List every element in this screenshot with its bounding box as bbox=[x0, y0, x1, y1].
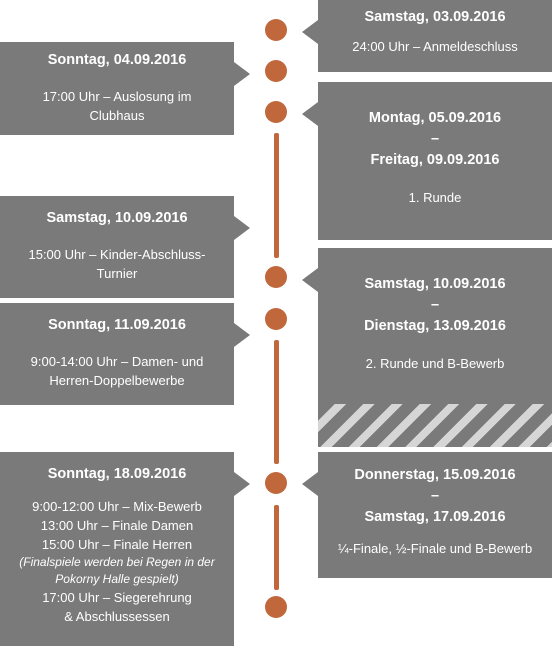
timeline-dot bbox=[265, 266, 287, 288]
event-line: 1. Runde bbox=[408, 190, 462, 205]
timeline-segment bbox=[274, 133, 279, 258]
event-date-dash: – bbox=[430, 297, 440, 313]
event-date: Sonntag, 11.09.2016 bbox=[48, 317, 186, 333]
event-line: 15:00 Uhr – Kinder-Abschluss- bbox=[28, 247, 206, 262]
event-date: Sonntag, 04.09.2016 bbox=[47, 52, 187, 68]
event-date: Samstag, 03.09.2016 bbox=[364, 9, 506, 25]
event-line: & Abschlussessen bbox=[64, 609, 170, 624]
event-date-dash: – bbox=[430, 488, 440, 504]
timeline-dot bbox=[265, 19, 287, 41]
timeline-dot bbox=[265, 308, 287, 330]
event-note: (Finalspiele werden bei Regen in der bbox=[19, 555, 215, 569]
event-line: Herren-Doppelbewerbe bbox=[49, 373, 185, 388]
event-box-runde-2 bbox=[318, 248, 552, 404]
event-box-auslosung bbox=[0, 42, 234, 135]
event-line: 13:00 Uhr – Finale Damen bbox=[40, 518, 194, 533]
event-line: 17:00 Uhr – Auslosung im bbox=[42, 89, 192, 104]
event-line: 17:00 Uhr – Siegerehrung bbox=[42, 590, 192, 605]
event-line: 24:00 Uhr – Anmeldeschluss bbox=[352, 39, 518, 54]
timeline-segment bbox=[274, 340, 279, 464]
event-line: Clubhaus bbox=[89, 108, 145, 123]
event-date-end: Dienstag, 13.09.2016 bbox=[364, 318, 506, 334]
event-box-kinder-turnier bbox=[0, 196, 234, 298]
timeline-dot bbox=[265, 596, 287, 618]
timeline-segment bbox=[274, 505, 279, 590]
event-note: Pokorny Halle gespielt) bbox=[55, 572, 179, 586]
event-box-runde-1 bbox=[318, 82, 552, 240]
event-line: Turnier bbox=[96, 266, 138, 281]
timeline-dot bbox=[265, 101, 287, 123]
event-box-finale bbox=[318, 452, 552, 578]
event-box-anmeldeschluss bbox=[318, 0, 552, 72]
event-date: Samstag, 10.09.2016 bbox=[364, 276, 506, 292]
event-date: Montag, 05.09.2016 bbox=[368, 110, 502, 126]
event-date-dash: – bbox=[430, 131, 440, 147]
event-box-finaltag bbox=[0, 452, 234, 646]
event-line: ¼-Finale, ½-Finale und B-Bewerb bbox=[337, 541, 533, 556]
hatched-bar bbox=[318, 404, 552, 447]
event-line: 9:00-12:00 Uhr – Mix-Bewerb bbox=[32, 499, 202, 514]
event-date-end: Samstag, 17.09.2016 bbox=[364, 509, 506, 525]
event-line: 9:00-14:00 Uhr – Damen- und bbox=[30, 354, 204, 369]
event-line: 2. Runde und B-Bewerb bbox=[365, 356, 505, 371]
timeline-dot bbox=[265, 60, 287, 82]
event-line: 15:00 Uhr – Finale Herren bbox=[41, 537, 193, 552]
timeline-dot bbox=[265, 472, 287, 494]
event-date: Donnerstag, 15.09.2016 bbox=[354, 467, 516, 483]
event-date: Samstag, 10.09.2016 bbox=[46, 210, 188, 226]
event-date: Sonntag, 18.09.2016 bbox=[47, 466, 187, 482]
event-date-end: Freitag, 09.09.2016 bbox=[370, 152, 500, 168]
event-box-doppelbewerbe bbox=[0, 303, 234, 405]
